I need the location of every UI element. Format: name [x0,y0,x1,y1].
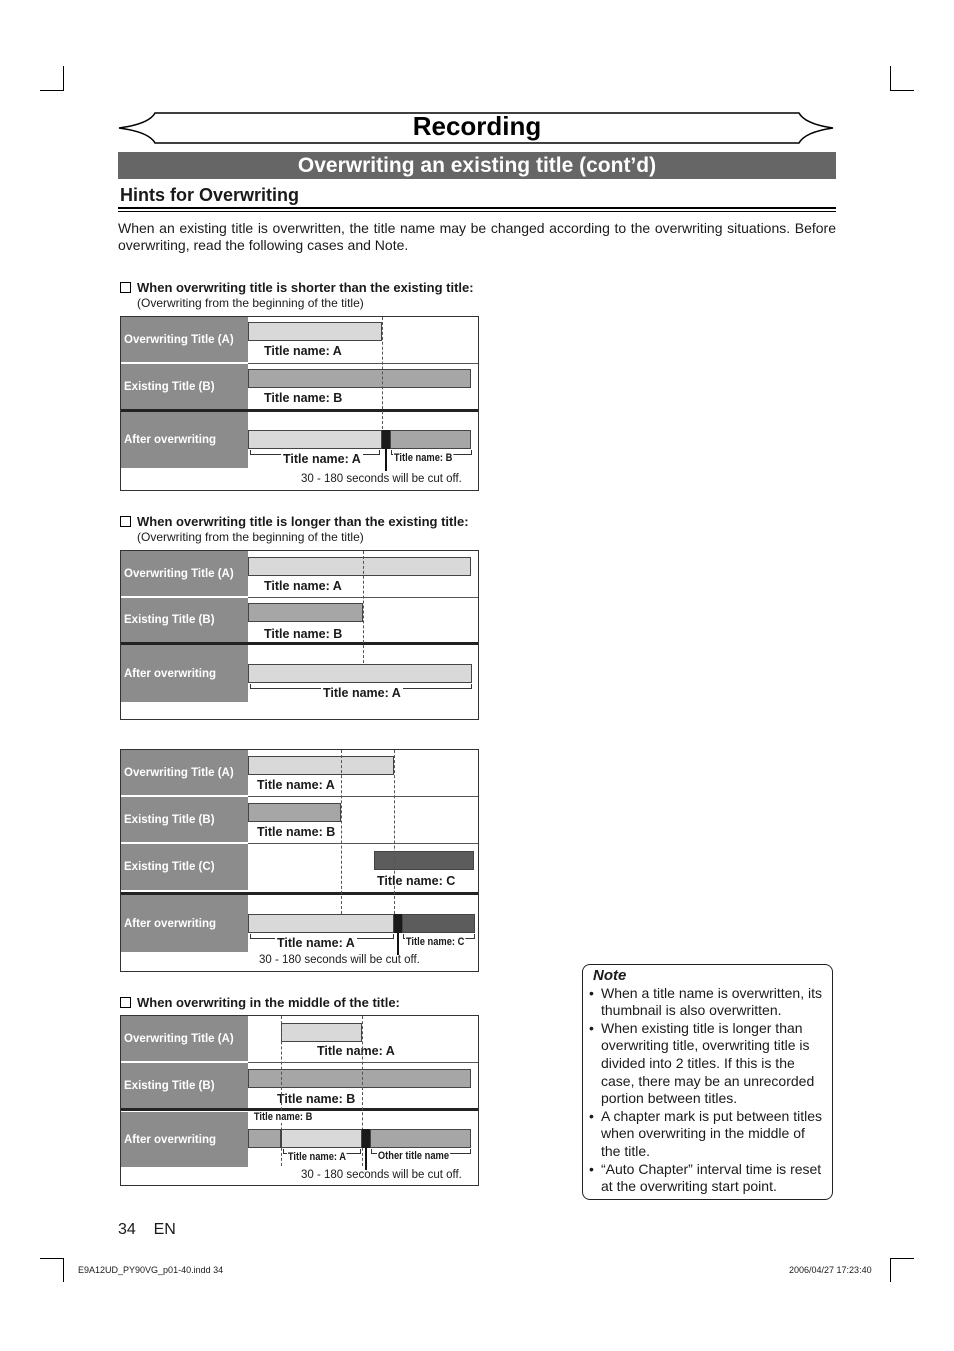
checkbox-icon [120,516,131,527]
title-name-label: Title name: A [264,344,342,358]
row-label: Existing Title (C) [121,844,248,891]
row-label: Existing Title (B) [121,598,248,643]
title-name-label: Title name: C [405,936,465,948]
title-c-bar [374,851,474,870]
footer-file: E9A12UD_PY90VG_p01-40.indd 34 [78,1265,224,1275]
note-list [589,985,826,1196]
title-b-bar [248,369,471,388]
crop-mark [63,1258,64,1282]
note-title: Note [593,967,627,984]
diagram-case-4 [120,1015,479,1186]
note-box [582,964,833,1200]
title-b-bar [248,603,363,622]
crop-mark [890,66,891,90]
case-heading: When overwriting title is shorter than the existing title: [120,280,474,295]
boundary-line [341,750,342,914]
title-a-bar [281,1023,362,1042]
title-name-label: Title name: B [257,825,336,839]
row-label: After overwriting [121,411,248,469]
case-subheading: (Overwriting from the beginning of the title) [137,530,364,544]
title-name-label: Title name: A [277,936,355,950]
title-name-label: Title name: A [264,579,342,593]
row-label: Overwriting Title (A) [121,750,248,796]
title-name-label: Title name: B [277,1092,356,1106]
title-name-label: Title name: C [377,874,456,888]
row-label: After overwriting [121,645,248,703]
intro-paragraph: When an existing title is overwritten, the title name may be changed according to the overwriting situations. Before overwriting, read the following cases and Note. [118,220,836,253]
title-name-label: Title name: B [264,391,343,405]
section-title: Recording [412,111,542,141]
after-other-bar [370,1129,471,1148]
row-divider [248,796,478,797]
chapter-mark [382,430,390,449]
subsection-title: Overwriting an existing title (cont’d) [118,152,836,179]
title-b-bar [248,803,341,822]
title-name-label: Title name: B [264,627,343,641]
title-name-label: Title name: A [257,778,335,792]
row-label: Existing Title (B) [121,1063,248,1109]
after-b-bar [248,1129,281,1148]
note-item: • When existing title is longer than overwriting title, overwriting title is divided into 2 titles. If this is the case, there may be an unrecorded portion between titles. [589,1020,826,1108]
cut-off-note: 30 - 180 seconds will be cut off. [301,473,462,485]
crop-mark [890,1258,891,1282]
checkbox-icon [120,282,131,293]
diagram-case-2 [120,550,479,720]
after-a-bar [281,1129,362,1148]
title-name-label: Title name: A [323,686,401,700]
checkbox-icon [120,997,131,1008]
title-name-label: Title name: A [317,1044,395,1058]
note-item: • When a title name is overwritten, its thumbnail is also overwritten. [589,985,826,1020]
after-c-bar [402,914,475,933]
case-heading: When overwriting in the middle of the title: [120,995,400,1010]
after-b-bar [390,430,471,449]
diagram-case-1 [120,316,479,491]
title-name-label: Title name: B [253,1111,313,1123]
diagram-case-3 [120,749,479,972]
boundary-line [382,317,383,429]
crop-mark [890,90,914,91]
title-name-label: Title name: A [287,1151,347,1163]
title-name-label: Other title name [377,1150,450,1162]
row-divider [248,843,478,844]
title-name-label: Title name: A [283,452,361,466]
row-divider [248,363,478,364]
row-divider [121,642,478,645]
note-item: • A chapter mark is put between titles when overwriting in the middle of the title. [589,1108,826,1161]
title-name-label: Title name: B [393,452,453,464]
chapter-mark [362,1129,370,1148]
boundary-marker [365,1148,367,1170]
chapter-mark [394,914,402,933]
after-a-bar [248,664,472,683]
after-a-bar [248,430,382,449]
note-item: • “Auto Chapter” interval time is reset at the overwriting start point. [589,1161,826,1196]
cut-off-note: 30 - 180 seconds will be cut off. [259,954,420,966]
row-label: Overwriting Title (A) [121,317,248,363]
boundary-line [394,750,395,914]
heading-rule [118,211,836,212]
title-a-bar [248,557,471,576]
row-label: Existing Title (B) [121,364,248,410]
row-label: Overwriting Title (A) [121,1016,248,1062]
boundary-marker [397,933,399,955]
after-a-bar [248,914,394,933]
language-code: EN [153,1221,176,1238]
row-label: Overwriting Title (A) [121,551,248,597]
crop-mark [890,1258,914,1259]
footer-timestamp: 2006/04/27 17:23:40 [789,1265,872,1275]
row-label: Existing Title (B) [121,797,248,843]
hints-heading: Hints for Overwriting [120,185,300,205]
case-heading: When overwriting title is longer than the existing title: [120,514,469,529]
crop-mark [40,90,64,91]
row-divider [248,1062,478,1063]
page-number: 34 EN [118,1221,176,1238]
title-a-bar [248,322,382,341]
cut-off-note: 30 - 180 seconds will be cut off. [301,1169,462,1181]
row-label: After overwriting [121,895,248,953]
title-a-bar [248,756,394,775]
row-divider [121,409,478,412]
case-subheading: (Overwriting from the beginning of the title) [137,296,364,310]
boundary-marker [385,449,387,471]
crop-mark [40,1258,64,1259]
row-label: After overwriting [121,1112,248,1168]
boundary-line [363,551,364,663]
heading-rule [118,207,836,209]
row-divider [121,892,478,895]
crop-mark [63,66,64,90]
